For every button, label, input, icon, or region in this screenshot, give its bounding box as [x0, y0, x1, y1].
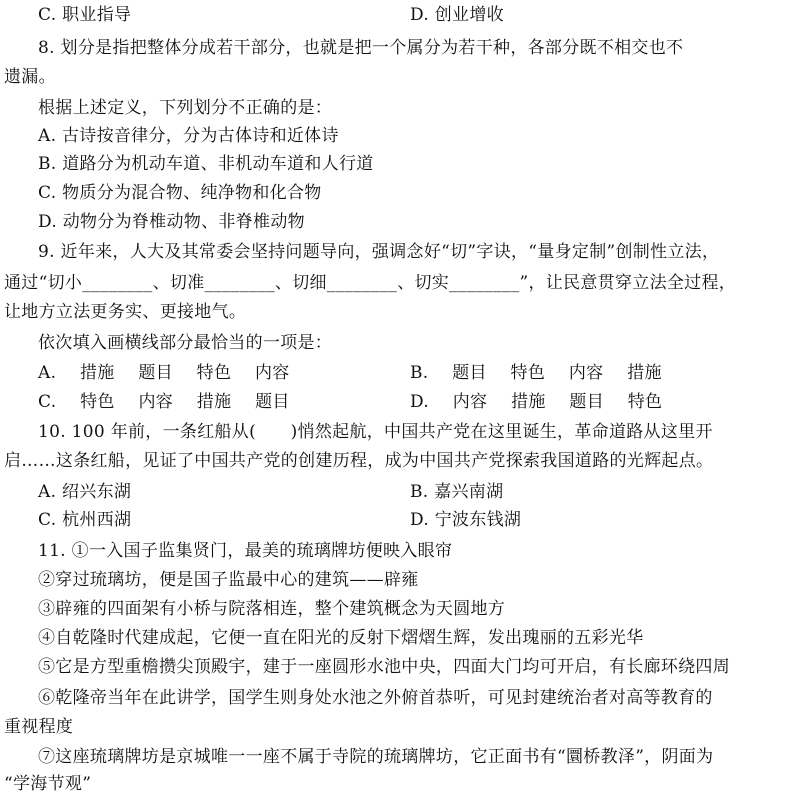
q8-option-d: D. 动物分为脊椎动物、非脊椎动物: [38, 212, 305, 232]
option-word: 特色: [80, 392, 115, 412]
q9-option-a: [38, 362, 290, 384]
option-word: 措施: [80, 363, 115, 383]
option-letter: C.: [38, 392, 57, 412]
q11-sentence-6-line1: ⑥乾隆帝当年在此讲学，国学生则身处水池之外俯首恭听，可见封建统治者对高等教育的: [38, 688, 713, 708]
option-d-business-income: D. 创业增收: [410, 5, 504, 25]
q10-stem-line1: 10. 100 年前，一条红船从( )悄然起航，中国共产党在这里诞生，革命道路从这里开: [38, 422, 713, 442]
option-word: 题目: [255, 392, 290, 412]
q11-sentence-4: ④自乾隆时代建成起，它便一直在阳光的反射下熠熠生辉，发出瑰丽的五彩光华: [38, 628, 644, 648]
option-word: 措施: [511, 392, 546, 412]
option-word: 内容: [568, 363, 604, 383]
q10-stem-line2: 启……这条红船，见证了中国共产党的创建历程，成为中国共产党探索我国道路的光辉起点。: [4, 451, 714, 471]
q10-option-b: B. 嘉兴南湖: [410, 482, 504, 502]
option-word: 内容: [138, 392, 174, 412]
q8-stem-line1: 8. 划分是指把整体分成若干部分，也就是把一个属分为若干种，各部分既不相交也不: [38, 38, 684, 58]
q11-sentence-2: ②穿过琉璃坊，便是国子监最中心的建筑——辟雍: [38, 570, 419, 590]
q11-sentence-1: 11. ①一入国子监集贤门，最美的琉璃牌坊便映入眼帘: [38, 541, 453, 561]
q11-sentence-7-line2: “学海节观”: [4, 774, 92, 794]
option-word: 题目: [138, 363, 173, 383]
q8-prompt: 根据上述定义，下列划分不正确的是：: [38, 98, 333, 118]
q10-option-d: D. 宁波东钱湖: [410, 510, 522, 530]
q8-stem-line2: 遗漏。: [4, 67, 56, 87]
q8-option-a: A. 古诗按音律分，分为古体诗和近体诗: [38, 126, 339, 146]
option-word: 措施: [627, 363, 662, 383]
q9-stem-line2: 通过“切小________、切准________、切细________、切实________”，让民意贯穿立法全过程，: [4, 273, 737, 293]
q9-stem-line1: 9. 近年来，人大及其常委会坚持问题导向，强调念好“切”字诀，“量身定制”创制性立法，: [38, 242, 720, 262]
option-word: 题目: [569, 392, 605, 412]
q11-sentence-3: ③辟雍的四面架有小桥与院落相连，整个建筑概念为天圆地方: [38, 599, 506, 619]
option-word: 特色: [196, 363, 232, 383]
option-word: 特色: [627, 392, 663, 412]
option-c-career-guidance: C. 职业指导: [38, 5, 132, 25]
option-letter: A.: [38, 363, 57, 383]
q11-sentence-6-line2: 重视程度: [4, 717, 74, 737]
q11-sentence-5: ⑤它是方型重檐攒尖顶殿宇，建于一座圆形水池中央，四面大门均可开启，有长廊环绕四周: [38, 657, 730, 677]
q11-sentence-7-line1: ⑦这座琉璃牌坊是京城唯一一座不属于寺院的琉璃牌坊，它正面书有“圜桥教泽”，阴面为: [38, 747, 714, 767]
option-letter: B.: [410, 363, 429, 383]
q9-option-b: [410, 362, 662, 384]
option-word: 内容: [452, 392, 488, 412]
q9-prompt: 依次填入画横线部分最恰当的一项是：: [38, 333, 333, 353]
q10-option-a: A. 绍兴东湖: [38, 482, 132, 502]
q9-stem-line3: 让地方立法更务实、更接地气。: [4, 302, 247, 322]
option-word: 措施: [196, 392, 232, 412]
q9-option-d: [410, 391, 662, 413]
option-word: 题目: [452, 363, 487, 383]
q8-option-c: C. 物质分为混合物、纯净物和化合物: [38, 183, 322, 203]
option-letter: D.: [410, 392, 430, 412]
q9-option-c: [38, 391, 290, 413]
option-word: 内容: [254, 363, 290, 383]
q10-option-c: C. 杭州西湖: [38, 510, 132, 530]
q8-option-b: B. 道路分为机动车道、非机动车道和人行道: [38, 154, 374, 174]
option-word: 特色: [510, 363, 546, 383]
